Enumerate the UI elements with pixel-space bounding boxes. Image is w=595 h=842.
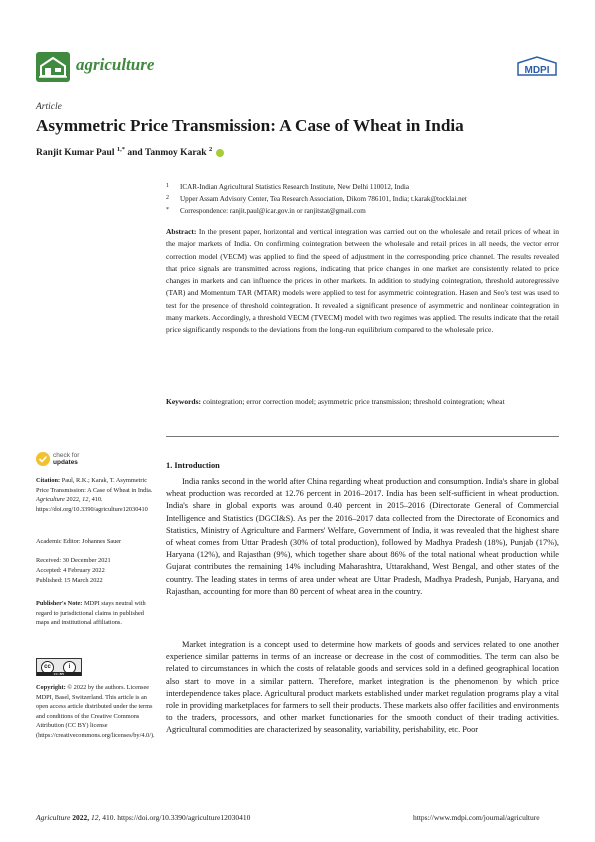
cc-icon: cc [41, 661, 54, 674]
published-date: Published: 15 March 2022 [36, 577, 103, 584]
citation-doi[interactable]: 410. https://doi.org/10.3390/agriculture12030410 [36, 496, 148, 513]
citation-text: Paul, R.K.; Karak, T. Asymmetric Price Transmission: A Case of Wheat in India. [36, 477, 153, 494]
check-for-updates-icon[interactable] [36, 452, 50, 466]
citation [36, 476, 154, 514]
footer-citation [36, 813, 250, 822]
publisher-note [36, 599, 154, 628]
article-type: Article [36, 102, 62, 112]
correspondence-text: Correspondence: ranjit.paul@icar.gov.in or ranjitstat@gmail.com [180, 207, 366, 215]
mdpi-logo-text: MDPI [524, 65, 550, 76]
footer-year: 2022, [72, 813, 90, 822]
journal-logo [36, 52, 70, 82]
footer-volume: 12, [90, 813, 101, 822]
keywords [166, 396, 559, 408]
affiliation-number: 1 [166, 183, 169, 189]
footer-doi[interactable]: 410. https://doi.org/10.3390/agriculture12030410 [102, 813, 251, 822]
journal-name: agriculture [76, 55, 155, 74]
abstract-label: Abstract: [166, 227, 197, 236]
citation-year: 2022, [66, 496, 81, 503]
author-joiner: and [127, 148, 143, 159]
orcid-icon[interactable] [216, 149, 224, 157]
license-badge-label: CC BY [37, 672, 81, 676]
copyright-label: Copyright: [36, 684, 66, 691]
copyright [36, 683, 154, 740]
keywords-text: cointegration; error correction model; asymmetric price transmission; threshold cointegration; wheat [202, 397, 505, 406]
affiliation-text: Upper Assam Advisory Center, Tea Research Association, Dikom 786101, India; t.karak@tocklai.net [180, 195, 467, 203]
affiliation-number: 2 [166, 195, 169, 201]
author-affiliation-mark: 2 [208, 146, 213, 153]
author-affiliation-mark: 1,* [116, 146, 125, 153]
check-for-updates-line1: check for [53, 452, 80, 459]
article-title: Asymmetric Price Transmission: A Case of Wheat in India [36, 116, 464, 135]
publisher-note-text: MDPI stays neutral with regard to jurisdictional claims in published maps and institutional affiliations. [36, 600, 146, 626]
author-name[interactable]: Ranjit Kumar Paul [36, 148, 115, 159]
mdpi-logo [515, 56, 559, 83]
check-for-updates-line2: updates [53, 459, 78, 466]
affiliation-text: ICAR-Indian Agricultural Statistics Research Institute, New Delhi 110012, India [180, 183, 410, 191]
academic-editor: Academic Editor: Johannes Sauer [36, 538, 122, 545]
citation-label: Citation: [36, 477, 61, 484]
body-paragraph: Market integration is a concept used to determine how markets of goods and services related to one another experience similar patterns in terms of an increase or decrease in the cost of commodities. The term can also be related to circumstances in which the costs of relatable goods and services sold in a defined geographical location also start to move in a similar pattern. Therefore, market integration is the phenomenon by which price interdependence takes place. Agricultural product markets established under market regulation programs play a vital role in providing marketplaces for farmers to sell their products. These markets also offer facilities and environments to the traders, processors, and other market functionaries for the smooth conduct of their trading activities. Agricultural commodities are characterized by seasonality, variability, perishability, etc. Poor [166, 640, 559, 735]
abstract-text: In the present paper, horizontal and vertical integration was carried out on the wholesale and retail prices of wheat in the major markets of India. On confirming cointegration between the wholesale and retail prices in all needs, the vector error correction model (VECM) was applied to find the speed of adjustment in the corresponding price channel. The results revealed that price signals are transmitted across regions, indicating that price changes in one market are consistently related to price changes in markets and can influence the prices in other markets. In addition to studying cointegration, threshold autoregressive (TAR) and Momentum TAR (MTAR) models were applied to test for asymmetric cointegration. Hasen and Seo's test was used to test for the presence of threshold cointegration. It revealed a significant presence of asymmetric and nonlinear cointegration in many markets. Accordingly, a threshold VECM (TVECM) model with two regimes was applied. The results indicate that the retail price significantly responds to the deviations from the long-run equilibrium compared to the wholesale price. [166, 227, 560, 335]
abstract [166, 226, 559, 337]
publisher-note-label: Publisher's Note: [36, 600, 83, 607]
body-paragraph: India ranks second in the world after China regarding wheat production and consumption. India's share in global wheat production was recorded at 12.76 percent in 2016–2017. India has been self-sufficient in wheat production. India's share in global exports was around 0.40 percent in 2015–2016 (Directorate General of Commercial Intelligence and Statistics (DGCI&S). As per the 2016–2017 data collected from the Directorate of Economics and Statistics, Ministry of Agriculture and Farmers' Welfare, Government of India, it was revealed that the highest share of wheat comes from Uttar Pradesh (30% of total production), followed by Madhya Pradesh (18%), Punjab (17%), Haryana (12%), and Rajasthan (9%), which together share about 86% of the total national wheat production while Gujarat contributes the remaining 14% including Maharashtra, Uttarakhand, West Bengal, and other states of the country. The leading states in terms of area under wheat are Uttar Pradesh, Madhya Pradesh, Punjab, Haryana, and Rajasthan, accounting for more than 80 percent of wheat area in the country. [166, 477, 559, 596]
citation-volume: 12, [82, 496, 91, 503]
attribution-icon: i [63, 661, 76, 674]
keywords-label: Keywords: [166, 397, 201, 406]
footer-journal: Agriculture [36, 813, 71, 822]
author-list [36, 146, 224, 158]
affiliation-number: * [166, 207, 169, 213]
copyright-text: © 2022 by the authors. Licensee MDPI, Basel, Switzerland. This article is an open access article distributed under the terms and conditions of the Creative Commons Attribution (CC BY) license (https://creativecommons.org/licenses/by/4.0/). [36, 684, 155, 739]
footer-journal-link[interactable]: https://www.mdpi.com/journal/agriculture [413, 813, 540, 822]
section-heading: 1. Introduction [166, 461, 220, 470]
received-date: Received: 30 December 2021 [36, 557, 111, 564]
check-for-updates-button[interactable] [53, 452, 79, 466]
accepted-date: Accepted: 4 February 2022 [36, 567, 105, 574]
barn-icon [36, 52, 70, 82]
cc-by-license-badge[interactable] [36, 658, 82, 676]
citation-journal: Agriculture [36, 496, 65, 503]
author-name[interactable]: Tanmoy Karak [144, 148, 207, 159]
section-divider [166, 436, 559, 437]
